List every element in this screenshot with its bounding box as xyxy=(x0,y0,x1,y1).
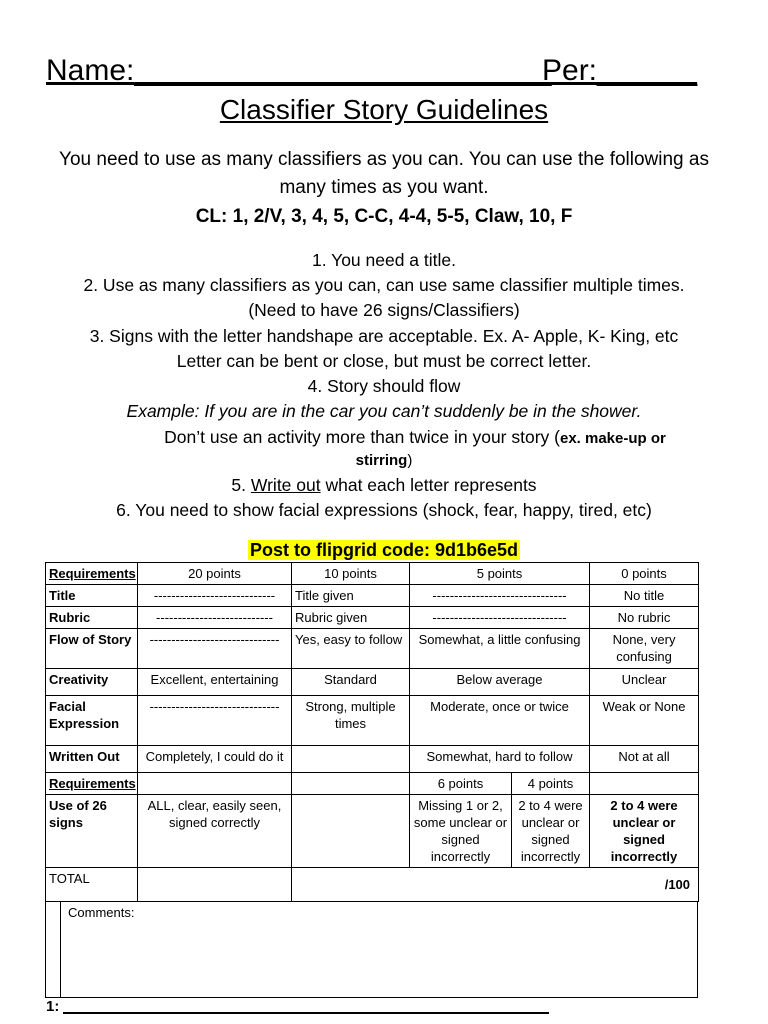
rubric-header-row xyxy=(46,563,699,585)
period-field[interactable] xyxy=(542,52,697,90)
total-label: TOTAL xyxy=(46,868,138,902)
signature-label: 1: xyxy=(46,998,60,1015)
table-row: Creativity Excellent, entertaining Standard Below average Unclear xyxy=(46,669,699,696)
table-row: Rubric --------------------------- Rubric given ------------------------------- No rubric xyxy=(46,607,699,629)
header-0-points: 0 points xyxy=(590,563,699,585)
total-row xyxy=(46,868,699,902)
header-20-points: 20 points xyxy=(138,563,292,585)
per-blank: ______ xyxy=(597,54,698,87)
rubric-subheader-row: Requirements 6 points 4 points xyxy=(46,773,699,795)
rule-4-example: Example: If you are in the car you can’t suddenly be in the shower. xyxy=(126,401,642,421)
name-blank: _________________________ xyxy=(134,54,552,87)
rule-2: 2. Use as many classifiers as you can, can use same classifier multiple times. xyxy=(83,275,685,295)
comments-label: Comments: xyxy=(68,905,135,920)
rule-6: 6. You need to show facial expressions (shock, fear, happy, tired, etc) xyxy=(116,500,652,520)
rule-4: 4. Story should flow xyxy=(307,376,461,396)
comments-margin-line xyxy=(60,902,61,997)
rule-3: 3. Signs with the letter handshape are acceptable. Ex. A- Apple, K- King, etc xyxy=(89,326,679,346)
per-label: Per: xyxy=(542,54,598,87)
comments-box[interactable] xyxy=(45,901,698,998)
rule-3-note: Letter can be bent or close, but must be correct letter. xyxy=(176,351,592,371)
header-requirements: Requirements xyxy=(46,563,138,585)
rule-4-note-cont: stirring) xyxy=(355,452,413,469)
signature-line[interactable] xyxy=(46,998,549,1015)
header-5-points: 5 points xyxy=(410,563,590,585)
table-row: Written Out Completely, I could do it Somewhat, hard to follow Not at all xyxy=(46,746,699,773)
rule-5: 5. Write out what each letter represents xyxy=(231,475,537,495)
rule-1: 1. You need a title. xyxy=(311,250,457,270)
rubric-table xyxy=(45,562,699,902)
table-row: Facial Expression ------------------------------ Strong, multiple times Moderate, once or twice Weak or None xyxy=(46,696,699,746)
total-value[interactable]: /100 xyxy=(292,868,699,902)
classifier-list: CL: 1, 2/V, 3, 4, 5, C-C, 4-4, 5-5, Claw, 10, F xyxy=(195,206,573,227)
rule-4-note: Don’t use an activity more than twice in your story (ex. make-up or xyxy=(164,427,666,447)
name-field[interactable] xyxy=(46,54,551,87)
header-10-points: 10 points xyxy=(292,563,410,585)
signature-blank[interactable] xyxy=(63,1012,549,1014)
flipgrid-code: Post to flipgrid code: 9d1b6e5d xyxy=(249,540,519,560)
name-per-line xyxy=(46,52,698,90)
table-row: Flow of Story ------------------------------ Yes, easy to follow Somewhat, a little confusing None, very confusing xyxy=(46,629,699,669)
table-row: Use of 26 signs ALL, clear, easily seen, signed correctly Missing 1 or 2, some unclear or signed incorrectly 2 to 4 were unclear or signed incorrectly 2 to 4 were unclear or signed incorrectly xyxy=(46,795,699,868)
name-label: Name: xyxy=(46,54,135,87)
page-title: Classifier Story Guidelines xyxy=(219,94,549,125)
rule-2-note: (Need to have 26 signs/Classifiers) xyxy=(248,300,520,320)
intro-text: You need to use as many classifiers as you can. You can use the following as many times as you want. xyxy=(59,149,709,198)
table-row: Title ---------------------------- Title given ------------------------------- No title xyxy=(46,585,699,607)
